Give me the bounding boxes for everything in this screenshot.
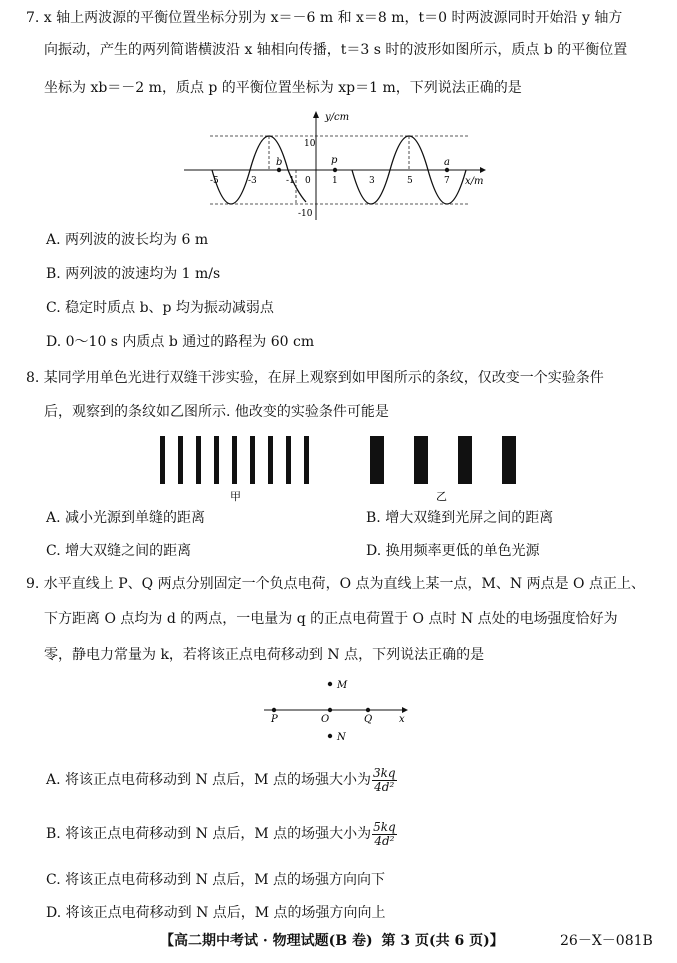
q8-option-c: C. 增大双缝之间的距离 — [46, 543, 192, 559]
q9-option-a-text: A. 将该正点电荷移动到 N 点后，M 点的场强大小为 — [46, 772, 371, 788]
q9-option-b-text: B. 将该正点电荷移动到 N 点后，M 点的场强大小为 — [46, 826, 372, 842]
charge-label-n: N — [337, 732, 346, 743]
q9-option-a — [46, 766, 397, 794]
wave-amp-top: 10 — [304, 139, 316, 149]
wave-tick: -5 — [210, 176, 219, 186]
footer-exam-title: 【高二期中考试 · 物理试题(B 卷) — [160, 933, 373, 949]
footer-code: 26－X－081B — [560, 933, 653, 949]
fraction-numerator: 3kq — [372, 765, 396, 780]
q8-stem-line-1: 8. 某同学用单色光进行双缝干涉实验，在屏上观察到如甲图所示的条纹，仅改变一个实验条件 — [26, 370, 604, 386]
q9-charge-figure — [262, 674, 412, 746]
q9-option-c: C. 将该正点电荷移动到 N 点后，M 点的场强方向向下 — [46, 872, 386, 888]
q9-option-b-fraction — [372, 821, 397, 848]
q9-stem-line-1: 9. 水平直线上 P、Q 两点分别固定一个负点电荷，O 点为直线上某一点，M、N 两点是 O 点正上、 — [26, 576, 645, 592]
charge-label-x: x — [399, 714, 405, 725]
q9-option-a-fraction — [372, 767, 397, 794]
q9-option-d: D. 将该正点电荷移动到 N 点后，M 点的场强方向向上 — [46, 905, 386, 921]
q7-option-d: D. 0～10 s 内质点 b 通过的路程为 60 cm — [46, 334, 315, 350]
q8-option-a: A. 减小光源到单缝的距离 — [46, 510, 206, 526]
wave-tick: 7 — [444, 176, 450, 186]
q8-stem-line-2: 后，观察到的条纹如乙图所示. 他改变的实验条件可能是 — [44, 404, 389, 420]
fraction-numerator: 5kq — [373, 819, 396, 834]
charge-label-m: M — [337, 680, 348, 691]
fraction-denominator: 4d² — [374, 779, 395, 794]
wave-tick: 3 — [369, 176, 375, 186]
q7-option-a: A. 两列波的波长均为 6 m — [46, 232, 209, 248]
wave-y-label: y/cm — [325, 112, 350, 123]
q7-stem-line-1: 7. x 轴上两波源的平衡位置坐标分别为 x＝－6 m 和 x＝8 m，t＝0 时两波源同时开始沿 y 轴方 — [26, 10, 623, 26]
q7-option-c: C. 稳定时质点 b、p 均为振动减弱点 — [46, 300, 274, 316]
q8-option-d: D. 换用频率更低的单色光源 — [366, 543, 540, 559]
q9-stem-line-3: 零，静电力常量为 k，若将该正点电荷移动到 N 点，下列说法正确的是 — [44, 647, 485, 663]
fringe-label-jia: 甲 — [230, 490, 241, 503]
wave-point-p: p — [331, 155, 338, 166]
wave-tick: -1 — [286, 176, 295, 186]
q7-wave-figure — [180, 110, 500, 225]
wave-origin: 0 — [305, 176, 311, 186]
fringe-label-yi: 乙 — [436, 490, 447, 503]
q7-stem-line-2: 向振动，产生的两列简谐横波沿 x 轴相向传播，t＝3 s 时的波形如图所示，质点 b 的平衡位置 — [44, 42, 628, 58]
q7-option-b: B. 两列波的波速均为 1 m/s — [46, 266, 221, 282]
page-footer — [160, 930, 504, 950]
wave-tick: -3 — [248, 176, 257, 186]
wave-tick: 5 — [407, 176, 413, 186]
charge-label-q: Q — [364, 714, 373, 725]
fraction-denominator: 4d² — [374, 833, 395, 848]
q8-option-b: B. 增大双缝到光屏之间的距离 — [366, 510, 554, 526]
q7-stem-line-3: 坐标为 xb＝－2 m，质点 p 的平衡位置坐标为 xp＝1 m，下列说法正确的是 — [44, 80, 522, 96]
wave-amp-bottom: -10 — [298, 209, 313, 219]
charge-label-o: O — [321, 714, 330, 725]
charge-label-p: P — [271, 714, 278, 725]
q9-stem-line-2: 下方距离 O 点均为 d 的两点，一电量为 q 的正点电荷置于 O 点时 N 点处的电场强度恰好为 — [44, 611, 618, 627]
wave-point-a: a — [444, 157, 450, 168]
q8-fringe-figure — [150, 432, 530, 504]
wave-point-b: b — [276, 157, 283, 168]
wave-x-label: x/m — [465, 176, 484, 187]
wave-tick: 1 — [332, 176, 338, 186]
q9-option-b — [46, 820, 397, 848]
footer-page-number: 第 3 页(共 6 页)】 — [381, 933, 504, 949]
